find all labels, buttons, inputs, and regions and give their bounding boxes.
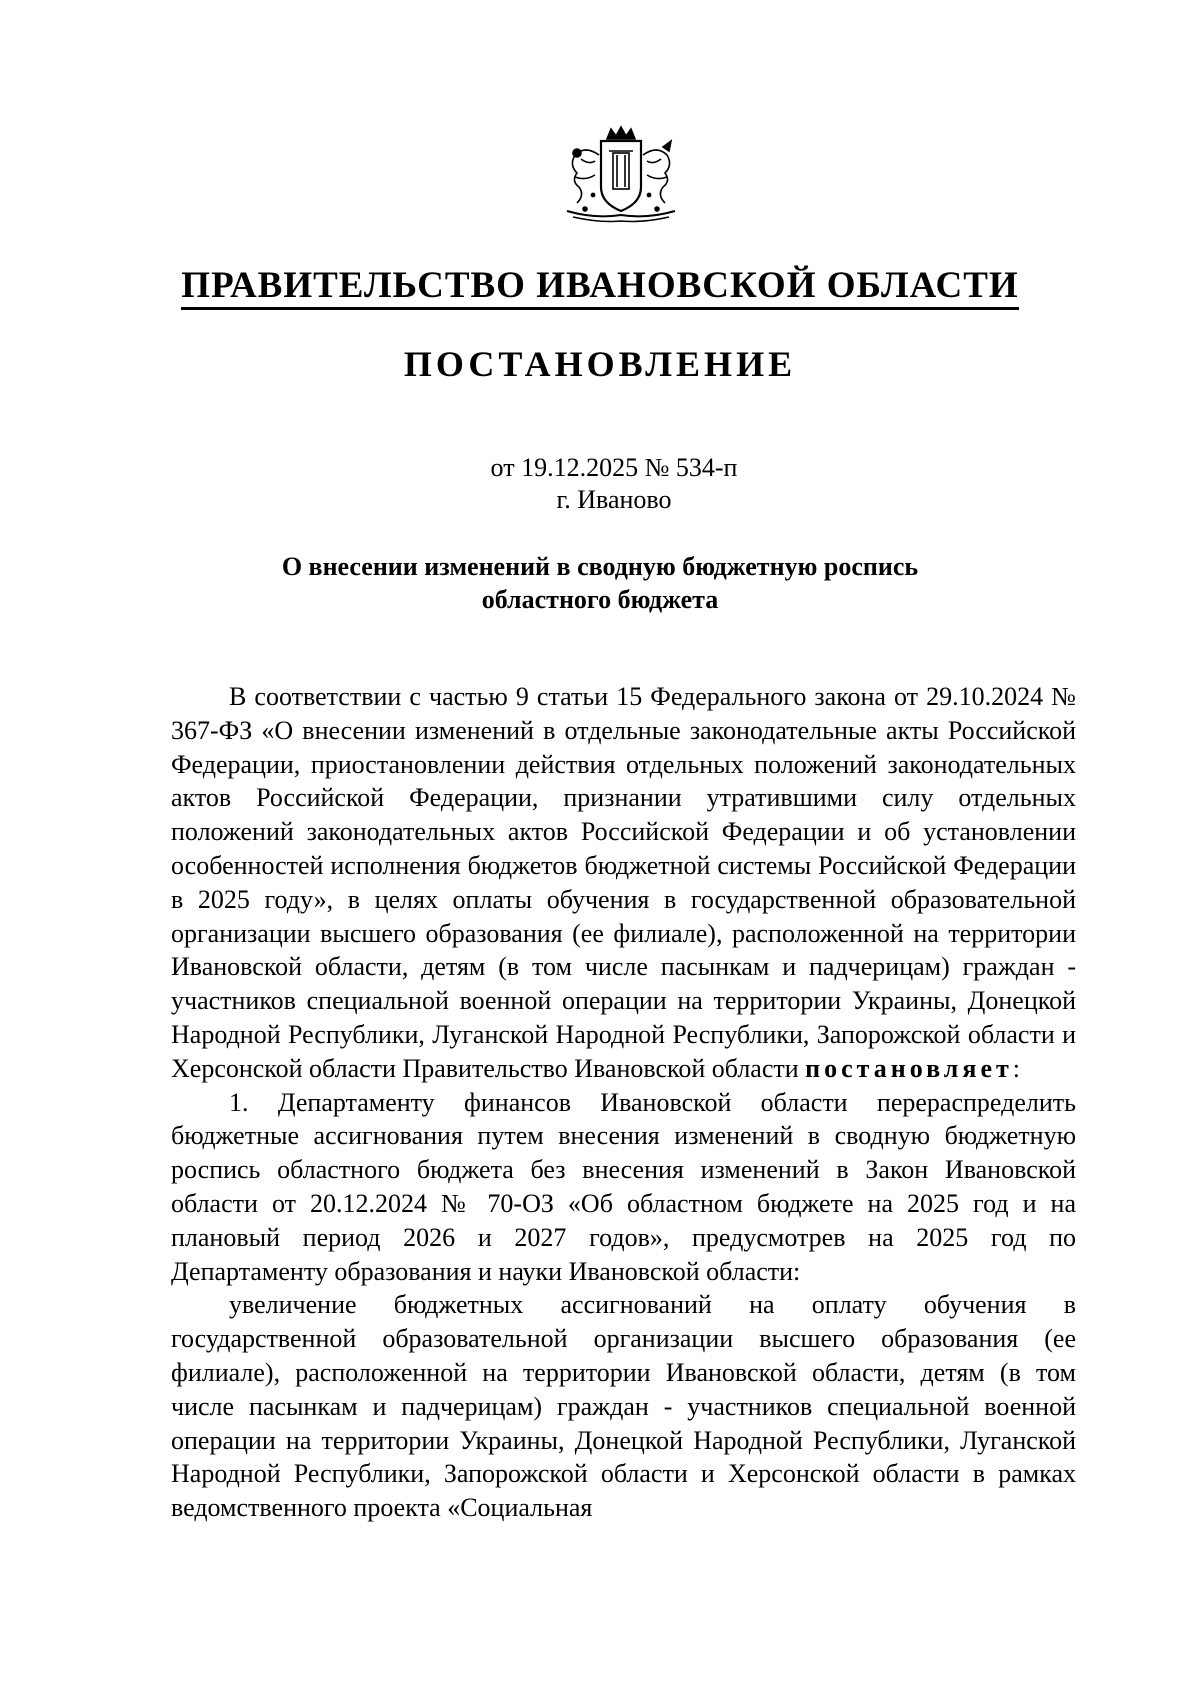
- document-meta: [0, 452, 1200, 516]
- paragraph-1: 1. Департаменту финансов Ивановской области перераспределить бюджетные ассигнования путем внесения изменений в сводную бюджетную роспись областного бюджета без внесения изменений в Закон Ивановской области от 20.12.2024 № 70-ОЗ «Об областном бюджете на 2025 год и на плановый период 2026 и 2027 годов», предусмотрев на 2025 год по Департаменту образования и науки Ивановской области:: [171, 1087, 1076, 1286]
- resolves-word: постановляет: [805, 1053, 1013, 1083]
- government-title: [0, 264, 1200, 308]
- document-subject: [0, 550, 1200, 616]
- government-title-text: ПРАВИТЕЛЬСТВО ИВАНОВСКОЙ ОБЛАСТИ: [181, 265, 1018, 310]
- date-number: от 19.12.2025 № 534-п: [490, 453, 738, 482]
- document-body: [171, 680, 1076, 1525]
- preamble-end: :: [1012, 1053, 1020, 1083]
- subject-line-1: О внесении изменений в сводную бюджетную роспись: [281, 552, 919, 581]
- coat-of-arms-icon: [555, 125, 687, 225]
- paragraph-2: увеличение бюджетных ассигнований на оплату обучения в государственной образовательной организации высшего образования (ее филиале), расположенной на территории Ивановской области, детям (в том числе пасынкам и падчерицам) граждан - участников специальной военной операции на территории Украины, Донецкой Народной Республики, Луганской Народной Республики, Запорожской области и Херсонской области в рамках ведомственного проекта «Социальная: [171, 1290, 1076, 1523]
- paragraph-preamble: [171, 680, 1076, 1086]
- city: г. Иваново: [556, 485, 672, 514]
- preamble-text: В соответствии с частью 9 статьи 15 Федерального закона от 29.10.2024 № 367-ФЗ «О внесении изменений в отдельные законодательные акты Российской Федерации, приостановлении действия отдельных положений законодательных актов Российской Федерации, признании утратившими силу отдельных положений законодательных актов Российской Федерации и об установлении особенностей исполнения бюджетов бюджетной системы Российской Федерации в 2025 году», в целях оплаты обучения в государственной образовательной организации высшего образования (ее филиале), расположенной на территории Ивановской области, детям (в том числе пасынкам и падчерицам) граждан - участников специальной военной операции на территории Украины, Донецкой Народной Республики, Луганской Народной Республики, Запорожской области и Херсонской области Правительство Ивановской области: [171, 682, 1076, 1083]
- document-type: ПОСТАНОВЛЕНИЕ: [403, 344, 797, 384]
- subject-line-2: областного бюджета: [481, 585, 719, 614]
